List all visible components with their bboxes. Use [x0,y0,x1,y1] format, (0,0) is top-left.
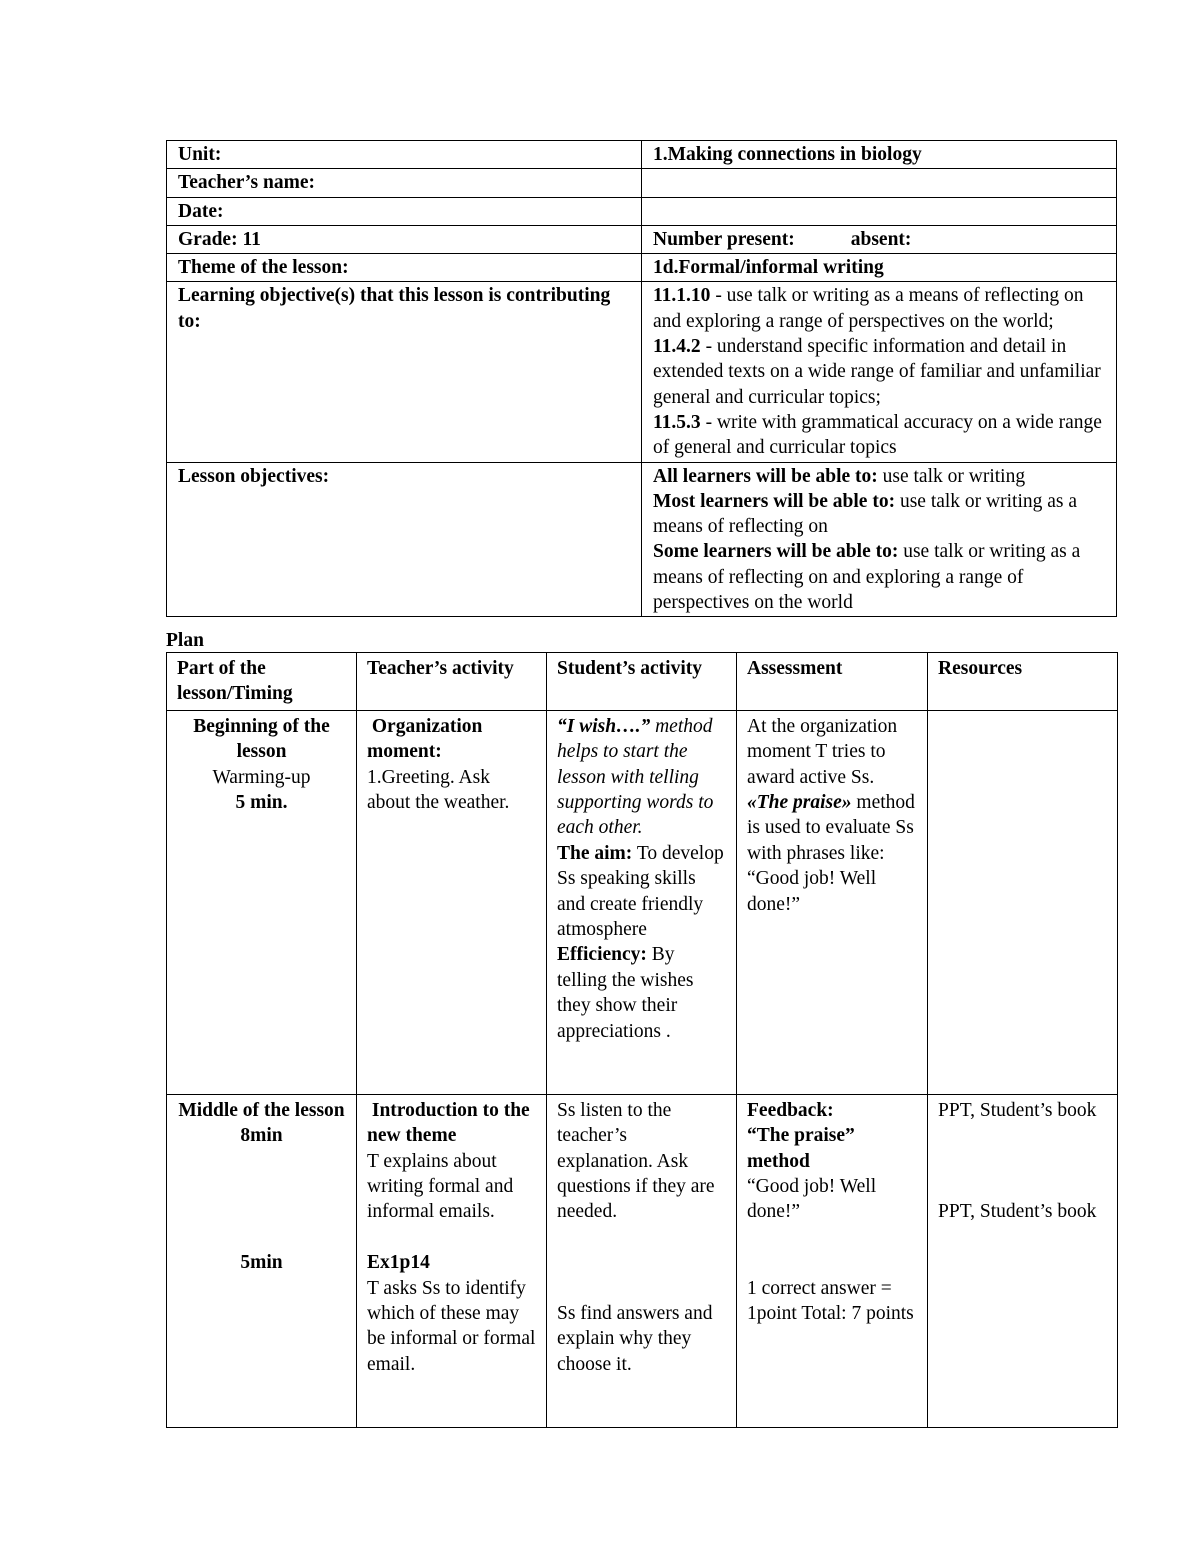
teacher-name-label: Teacher’s name: [167,169,642,197]
assessment-cell [737,1094,928,1427]
theme-label: Theme of the lesson: [167,254,642,282]
lesson-objective-item: All learners will be able to: use talk or writing [653,465,1026,487]
plan-table [166,652,1118,1428]
plan-row-middle [167,1094,1118,1427]
unit-label: Unit: [167,141,642,169]
column-header: Part of the lesson/Timing [167,653,357,711]
lesson-objectives-row [167,462,1117,617]
teacher-activity-text: T explains about writing formal and informal emails. [367,1150,514,1223]
part-subtitle: Warming-up [212,766,311,788]
learning-objective-item: 11.5.3 - write with grammatical accuracy on a wide range of general and curricular topics [653,411,1102,459]
feedback-label: Feedback: [747,1099,834,1121]
teacher-activity-title: Introduction to the new theme [367,1099,535,1147]
resources-text: PPT, Student’s book [938,1201,1097,1223]
column-header: Student’s activity [547,653,737,711]
date-row [167,197,1117,225]
teacher-row [167,169,1117,197]
learning-objectives-row [167,282,1117,462]
resources-cell [928,710,1118,1094]
part-cell [167,710,357,1094]
unit-row [167,141,1117,169]
part-title: Beginning of the lesson [193,715,330,763]
timing: 8min [240,1125,283,1147]
resources-cell [928,1094,1118,1427]
lesson-objectives-value [642,462,1117,617]
column-header: Assessment [737,653,928,711]
feedback-method: “The praise” method [747,1125,855,1172]
exercise-text: T asks Ss to identify which of these may be informal or formal email. [367,1277,536,1375]
unit-value: 1.Making connections in biology [642,141,1117,169]
part-cell [167,1094,357,1427]
column-header: Resources [928,653,1118,711]
learning-objective-item: 11.1.10 - use talk or writing as a means of reflecting on and exploring a range of perspectives on the world; [653,285,1084,332]
teacher-activity-cell [357,1094,547,1427]
theme-row [167,254,1117,282]
part-title: Middle of the lesson [178,1099,345,1121]
teacher-activity-title: Organization moment: [367,715,488,763]
student-efficiency: Efficiency: By telling the wishes they show their appreciations . [557,944,694,1042]
student-aim: The aim: To develop Ss speaking skills and create friendly atmosphere [557,842,724,941]
feedback-text: “Good job! Well done!” [747,1176,877,1223]
plan-heading: Plan [166,630,204,651]
learning-objectives-label: Learning objective(s) that this lesson is contributing to: [167,282,642,462]
learning-objectives-value [642,282,1117,462]
student-activity-text: Ss listen to the teacher’s explanation. Ask questions if they are needed. [557,1099,715,1223]
assessment-points: 1 correct answer = 1point Total: 7 points [747,1277,914,1325]
exercise-title: Ex1p14 [367,1252,430,1274]
timing: 5 min. [235,792,288,814]
number-present-label: Number present: [653,228,795,250]
plan-row-beginning [167,710,1118,1094]
teacher-activity-cell [357,710,547,1094]
assessment-cell [737,710,928,1094]
teacher-name-value [642,169,1117,197]
plan-header-row [167,653,1118,711]
date-value [642,197,1117,225]
student-method: “I wish….” method helps to start the lesson with telling supporting words to each other. [557,715,714,839]
date-label: Date: [167,197,642,225]
learning-objective-item: 11.4.2 - understand specific information and detail in extended texts on a wide range of familiar and unfamiliar general and curricular topics; [653,336,1101,408]
timing: 5min [240,1252,283,1274]
teacher-activity-text: 1.Greeting. Ask about the weather. [367,766,510,814]
lesson-info-table [166,140,1117,617]
lesson-objective-item: Most learners will be able to: use talk or writing as a means of reflecting on [653,490,1078,538]
column-header: Teacher’s activity [357,653,547,711]
resources-text: PPT, Student’s book [938,1099,1097,1121]
assessment-method: «The praise» method is used to evaluate Ss with phrases like: “Good job! Well done!” [747,792,915,915]
theme-value: 1d.Formal/informal writing [642,254,1117,282]
assessment-intro: At the organization moment T tries to award active Ss. [747,715,898,788]
student-activity-cell [547,1094,737,1427]
attendance-cell [642,225,1117,253]
grade-row [167,225,1117,253]
lesson-objectives-label: Lesson objectives: [167,462,642,617]
grade-label: Grade: 11 [167,225,642,253]
absent-label: absent: [850,228,912,250]
student-activity-cell [547,710,737,1094]
student-activity-text: Ss find answers and explain why they choose it. [557,1303,713,1375]
lesson-objective-item: Some learners will be able to: use talk or writing as a means of reflecting on and exploring a range of perspectives on the world [653,541,1081,614]
